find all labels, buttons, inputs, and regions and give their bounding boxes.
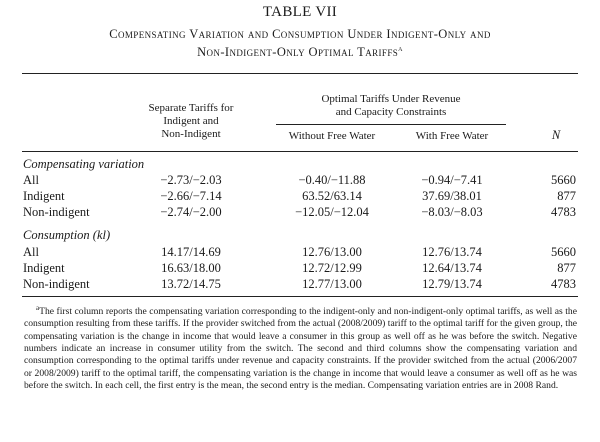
table-caption-line-2 xyxy=(0,44,600,60)
table-footnote xyxy=(24,302,577,392)
header-separate-line-2: Indigent and xyxy=(163,115,219,127)
header-rule xyxy=(22,151,578,152)
cell-separate: 13.72/14.75 xyxy=(161,277,221,291)
cell-without-free-water: 63.52/63.14 xyxy=(302,189,362,203)
optimal-group-rule xyxy=(276,124,506,125)
cell-n: 877 xyxy=(557,189,576,203)
header-optimal-line-1: Optimal Tariffs Under Revenue xyxy=(321,93,461,105)
cell-n: 877 xyxy=(557,261,576,275)
header-optimal-line-2: and Capacity Constraints xyxy=(335,106,447,118)
cell-n: 4783 xyxy=(551,277,576,291)
cell-separate: −2.73/−2.03 xyxy=(160,173,222,187)
footnote-text: The first column reports the compensating variation corresponding to the indigent-only and non-indigent-only optimal tariffs, as well as the consumption resulting from these tariffs. If the provider switched from the actual (2008/2009) tariff to the optimal tariff for the given group, the compensating variation is the change in income that would leave a consumer in this group as well off as he was before the switch. Negative numbers indicate an increase in consumer utility from the switch. The second and third columns show the compensating variation and consumption corresponding to the optimal tariffs under revenue and capacity constraints. If the provider switched from the actual (2006/2007 or 2008/2009) tariff to the optimal tariff, the compensating variation is the change in income that would leave a consumer as well off as he was before the switch. In each cell, the first entry is the mean, the second entry is the median. Compensating variation entries are in 2008 Rand. xyxy=(24,306,577,391)
caption-footnote-marker: a xyxy=(398,44,403,53)
header-separate-line-3: Non-Indigent xyxy=(161,128,221,140)
header-optimal-group xyxy=(276,93,506,119)
row-label: All xyxy=(23,173,39,187)
cell-with-free-water: −8.03/−8.03 xyxy=(421,205,483,219)
header-n: N xyxy=(551,128,561,142)
cell-without-free-water: 12.77/13.00 xyxy=(302,277,362,291)
cell-separate: −2.74/−2.00 xyxy=(160,205,222,219)
cell-without-free-water: −0.40/−11.88 xyxy=(298,173,366,187)
row-label: Indigent xyxy=(23,261,65,275)
footnote-marker: a xyxy=(36,304,40,312)
header-separate-tariffs xyxy=(136,102,246,141)
cell-separate: 16.63/18.00 xyxy=(161,261,221,275)
row-label: Indigent xyxy=(23,189,65,203)
cell-without-free-water: −12.05/−12.04 xyxy=(295,205,369,219)
table-caption-line-1: Compensating Variation and Consumption Under Indigent-Only and xyxy=(109,27,491,41)
cell-with-free-water: 37.69/38.01 xyxy=(422,189,482,203)
cell-separate: −2.66/−7.14 xyxy=(160,189,222,203)
cell-n: 5660 xyxy=(551,173,576,187)
cell-with-free-water: 12.79/13.74 xyxy=(422,277,482,291)
table-caption-line-2-text: Non-Indigent-Only Optimal Tariffs xyxy=(197,45,399,60)
cell-n: 4783 xyxy=(551,205,576,219)
bottom-rule xyxy=(22,296,578,297)
cell-separate: 14.17/14.69 xyxy=(161,245,221,259)
cell-n: 5660 xyxy=(551,245,576,259)
cell-with-free-water: 12.64/13.74 xyxy=(422,261,482,275)
section-title-consumption: Consumption (kl) xyxy=(23,228,111,242)
header-with-free-water: With Free Water xyxy=(415,130,489,142)
section-title-compensating-variation: Compensating variation xyxy=(23,157,145,171)
cell-without-free-water: 12.72/12.99 xyxy=(302,261,362,275)
cell-with-free-water: 12.76/13.74 xyxy=(422,245,482,259)
header-without-free-water: Without Free Water xyxy=(288,130,376,142)
header-separate-line-1: Separate Tariffs for xyxy=(148,102,234,114)
cell-without-free-water: 12.76/13.00 xyxy=(302,245,362,259)
row-label: All xyxy=(23,245,39,259)
table-number: TABLE VII xyxy=(262,4,338,20)
row-label: Non-indigent xyxy=(23,205,90,219)
top-rule xyxy=(22,73,578,74)
cell-with-free-water: −0.94/−7.41 xyxy=(421,173,483,187)
row-label: Non-indigent xyxy=(23,277,90,291)
